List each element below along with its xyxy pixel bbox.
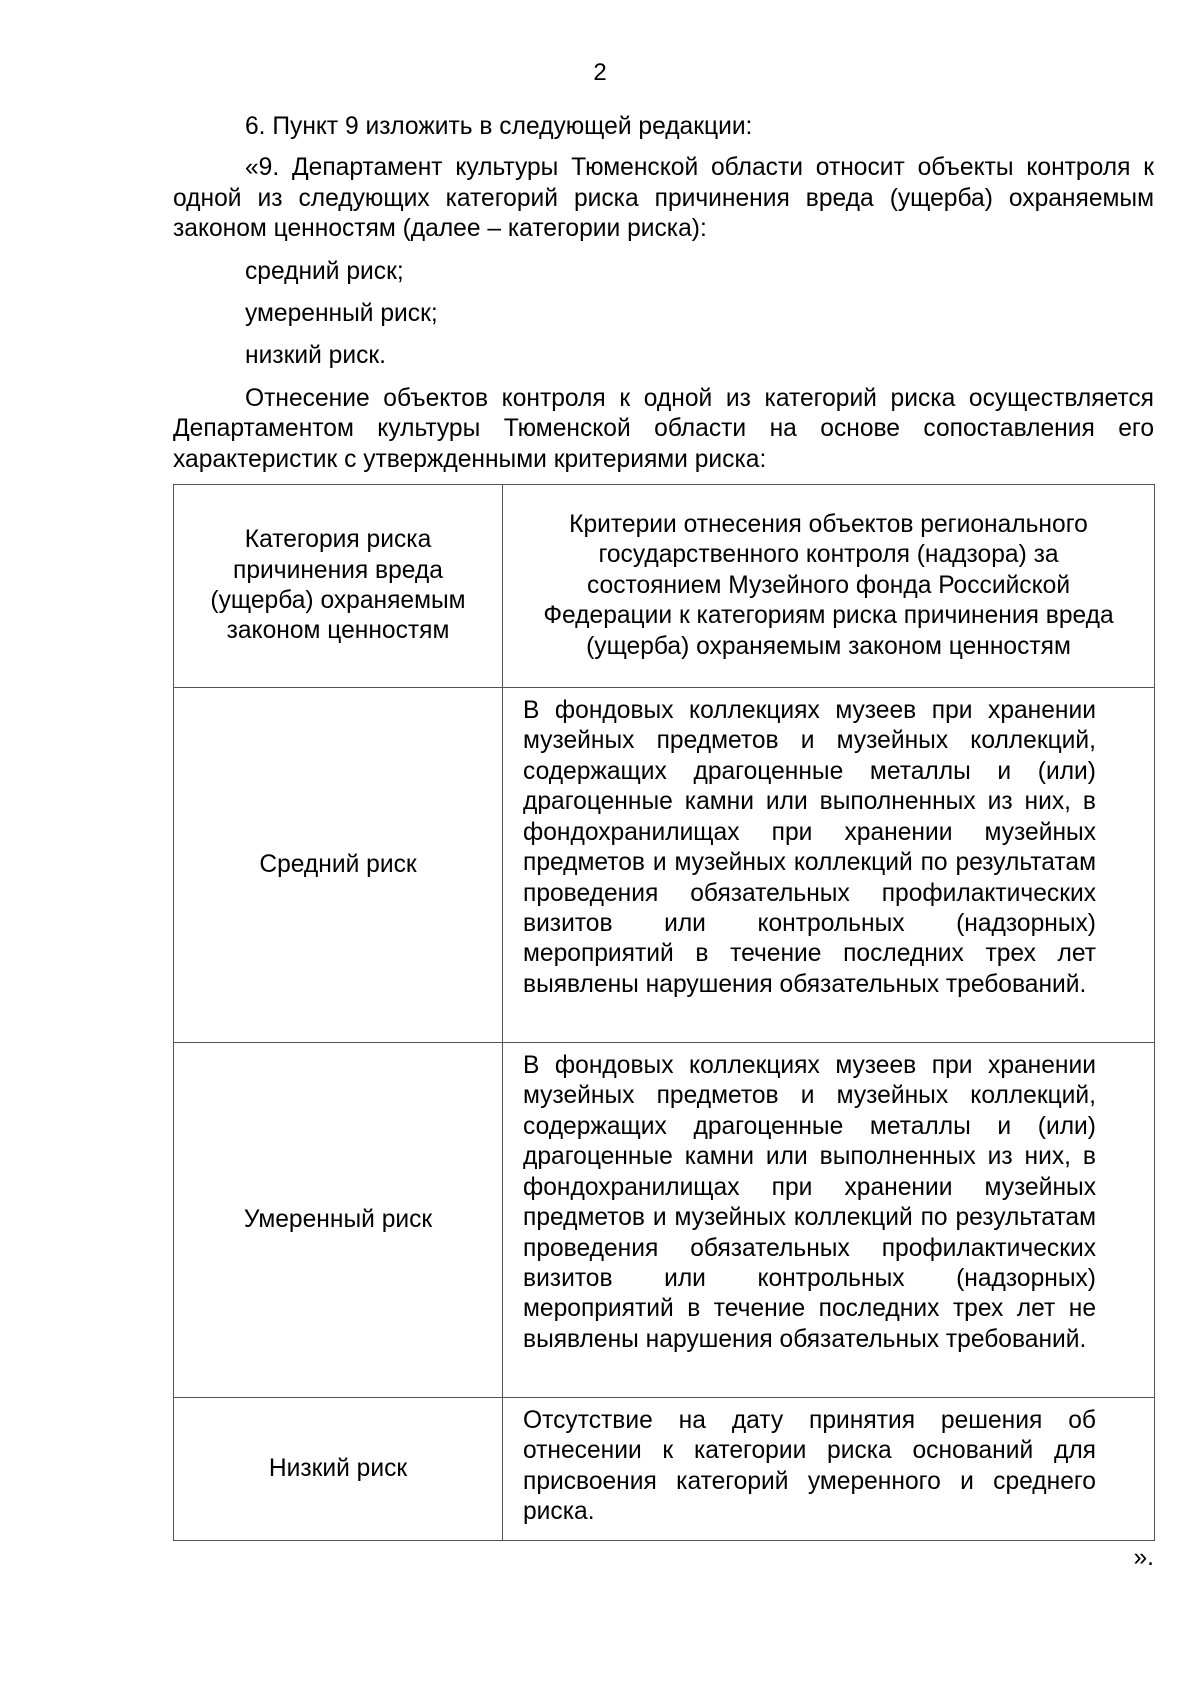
header-criteria: Критерии отнесения объектов регионального государственного контроля (надзора) за состоянием Музейного фонда Российской Федерации к категориям риска причинения вреда (ущерба) охраняемым законом ценностям — [503, 485, 1155, 688]
table-row — [174, 1043, 1155, 1398]
document-body — [173, 112, 1154, 1573]
table-row — [174, 1398, 1155, 1541]
closing-quote-mark: ». — [1133, 1544, 1154, 1572]
table-header-row — [174, 485, 1155, 688]
paragraph-point-9: «9. Департамент культуры Тюменской области относит объекты контроля к одной из следующих категорий риска причинения вреда (ущерба) охраняемым законом ценностям (далее – категории риска): — [173, 154, 1154, 243]
row-criteria-medium: В фондовых коллекциях музеев при хранении музейных предметов и музейных коллекций, содержащих драгоценные металлы и (или) драгоценные камни или выполненных из них, в фондохранилищах при хранении музейных предметов и музейных коллекций по результатам проведения обязательных профилактических визитов или контрольных (надзорных) мероприятий в течение последних трех лет выявлены нарушения обязательных требований. — [503, 688, 1155, 1043]
paragraph-risk-assignment: Отнесение объектов контроля к одной из категорий риска осуществляется Департаментом культуры Тюменской области на основе сопоставления его характеристик с утвержденными критериями риска: — [173, 384, 1154, 473]
row-criteria-moderate: В фондовых коллекциях музеев при хранении музейных предметов и музейных коллекций, содержащих драгоценные металлы и (или) драгоценные камни или выполненных из них, в фондохранилищах при хранении музейных предметов и музейных коллекций по результатам проведения обязательных профилактических визитов или контрольных (надзорных) мероприятий в течение последних трех лет не выявлены нарушения обязательных требований. — [503, 1043, 1155, 1398]
risk-list-item: умеренный риск; — [245, 300, 438, 328]
row-category-low: Низкий риск — [174, 1398, 503, 1541]
row-category-medium: Средний риск — [174, 688, 503, 1043]
page-number: 2 — [593, 59, 607, 86]
row-category-moderate: Умеренный риск — [174, 1043, 503, 1398]
risk-list-item: средний риск; — [245, 257, 404, 285]
risk-criteria-table — [173, 484, 1155, 1541]
row-criteria-low: Отсутствие на дату принятия решения об отнесении к категории риска оснований для присвоения категорий умеренного и среднего риска. — [503, 1398, 1155, 1541]
table-row — [174, 688, 1155, 1043]
risk-list-item: низкий риск. — [245, 342, 386, 370]
header-category: Категория риска причинения вреда (ущерба) охраняемым законом ценностям — [174, 485, 503, 688]
paragraph-amendment-intro: 6. Пункт 9 изложить в следующей редакции: — [245, 113, 753, 140]
